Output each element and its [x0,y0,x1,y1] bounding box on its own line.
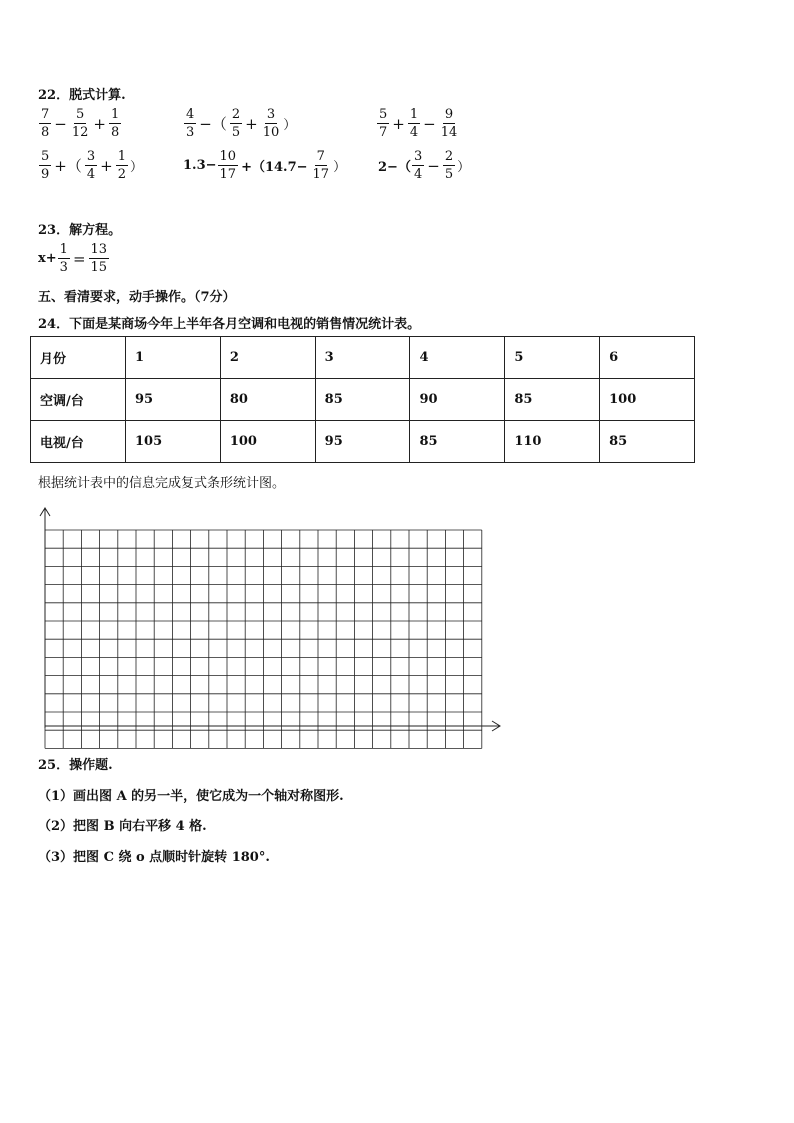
table-cell: 100 [220,421,315,463]
fraction: $\frac{10}{17}$ [219,149,237,182]
fraction: $\frac{5}{9}$ [41,149,50,182]
fraction: $\frac{7}{17}$ [312,149,330,182]
section-5-heading: 五、看清要求，动手操作。（7分） [38,290,236,305]
table-cell: 90 [410,379,505,421]
q25-item-3: （3）把图 C 绕 o 点顺时针旋转 180°. [38,850,270,865]
fraction: $\frac{13}{15}$ [90,242,108,275]
table-cell: 95 [126,379,221,421]
table-cell: 85 [410,421,505,463]
q23-equation: x+ $\frac{1}{3}$ = $\frac{13}{15}$ [38,242,108,275]
q22-expr-1c: $\frac{5}{7}$ + $\frac{1}{4}$ − $\frac{9}{14}$ [379,107,458,140]
table-cell: 2 [220,337,315,379]
table-cell: 105 [126,421,221,463]
q25-item-1: （1）画出图 A 的另一半，使它成为一个轴对称图形. [38,789,344,804]
table-cell: 85 [600,421,695,463]
fraction: $\frac{4}{3}$ [186,107,195,140]
table-cell: 1 [126,337,221,379]
table-cell: 80 [220,379,315,421]
q25-item-2: （2）把图 B 向右平移 4 格. [38,819,207,834]
q22-expr-2b: 1.3− $\frac{10}{17}$ +（14.7− $\frac{7}{17}$ ） [183,149,347,182]
fraction: $\frac{5}{12}$ [71,107,89,140]
table-cell: 110 [505,421,600,463]
table-cell: 5 [505,337,600,379]
q22-title: 22．脱式计算. [38,88,126,103]
x-axis-arrow [45,721,500,731]
q23-title: 23．解方程。 [38,223,122,238]
table-row-header: 电视/台 [31,421,126,463]
q22-expr-1a: $\frac{7}{8}$ − $\frac{5}{12}$ + $\frac{1}{8}$ [41,107,120,140]
fraction: $\frac{1}{3}$ [59,242,68,275]
q24-instruction: 根据统计表中的信息完成复式条形统计图。 [38,476,286,491]
table-row-header: 空调/台 [31,379,126,421]
fraction: $\frac{9}{14}$ [440,107,458,140]
y-axis-arrow [40,508,50,728]
q22-expr-2a: $\frac{5}{9}$ +（ $\frac{3}{4}$ + $\frac{1}{2}$ ） [41,149,144,182]
table-cell: 4 [410,337,505,379]
fraction: $\frac{1}{4}$ [409,107,419,140]
table-cell: 85 [505,379,600,421]
fraction: $\frac{3}{4}$ [413,149,423,182]
fraction: $\frac{7}{8}$ [41,107,50,140]
table-row-header: 月份 [31,337,126,379]
fraction: $\frac{3}{10}$ [262,107,280,140]
fraction: $\frac{2}{5}$ [231,107,241,140]
table-cell: 3 [315,337,410,379]
fraction: $\frac{1}{8}$ [110,107,120,140]
fraction: $\frac{5}{7}$ [379,107,388,140]
q22-expr-1b: $\frac{4}{3}$ −（ $\frac{2}{5}$ + $\frac{3}{10}$ ） [186,107,297,140]
table-cell: 6 [600,337,695,379]
q25-title: 25．操作题. [38,758,113,773]
table-cell: 95 [315,421,410,463]
q22-expr-2c: 2−（ $\frac{3}{4}$ − $\frac{2}{5}$ ） [378,149,471,182]
table-cell: 85 [315,379,410,421]
fraction: $\frac{3}{4}$ [86,149,96,182]
fraction: $\frac{2}{5}$ [444,149,454,182]
fraction: $\frac{1}{2}$ [117,149,126,182]
table-cell: 100 [600,379,695,421]
q24-title: 24．下面是某商场今年上半年各月空调和电视的销售情况统计表。 [38,317,421,332]
